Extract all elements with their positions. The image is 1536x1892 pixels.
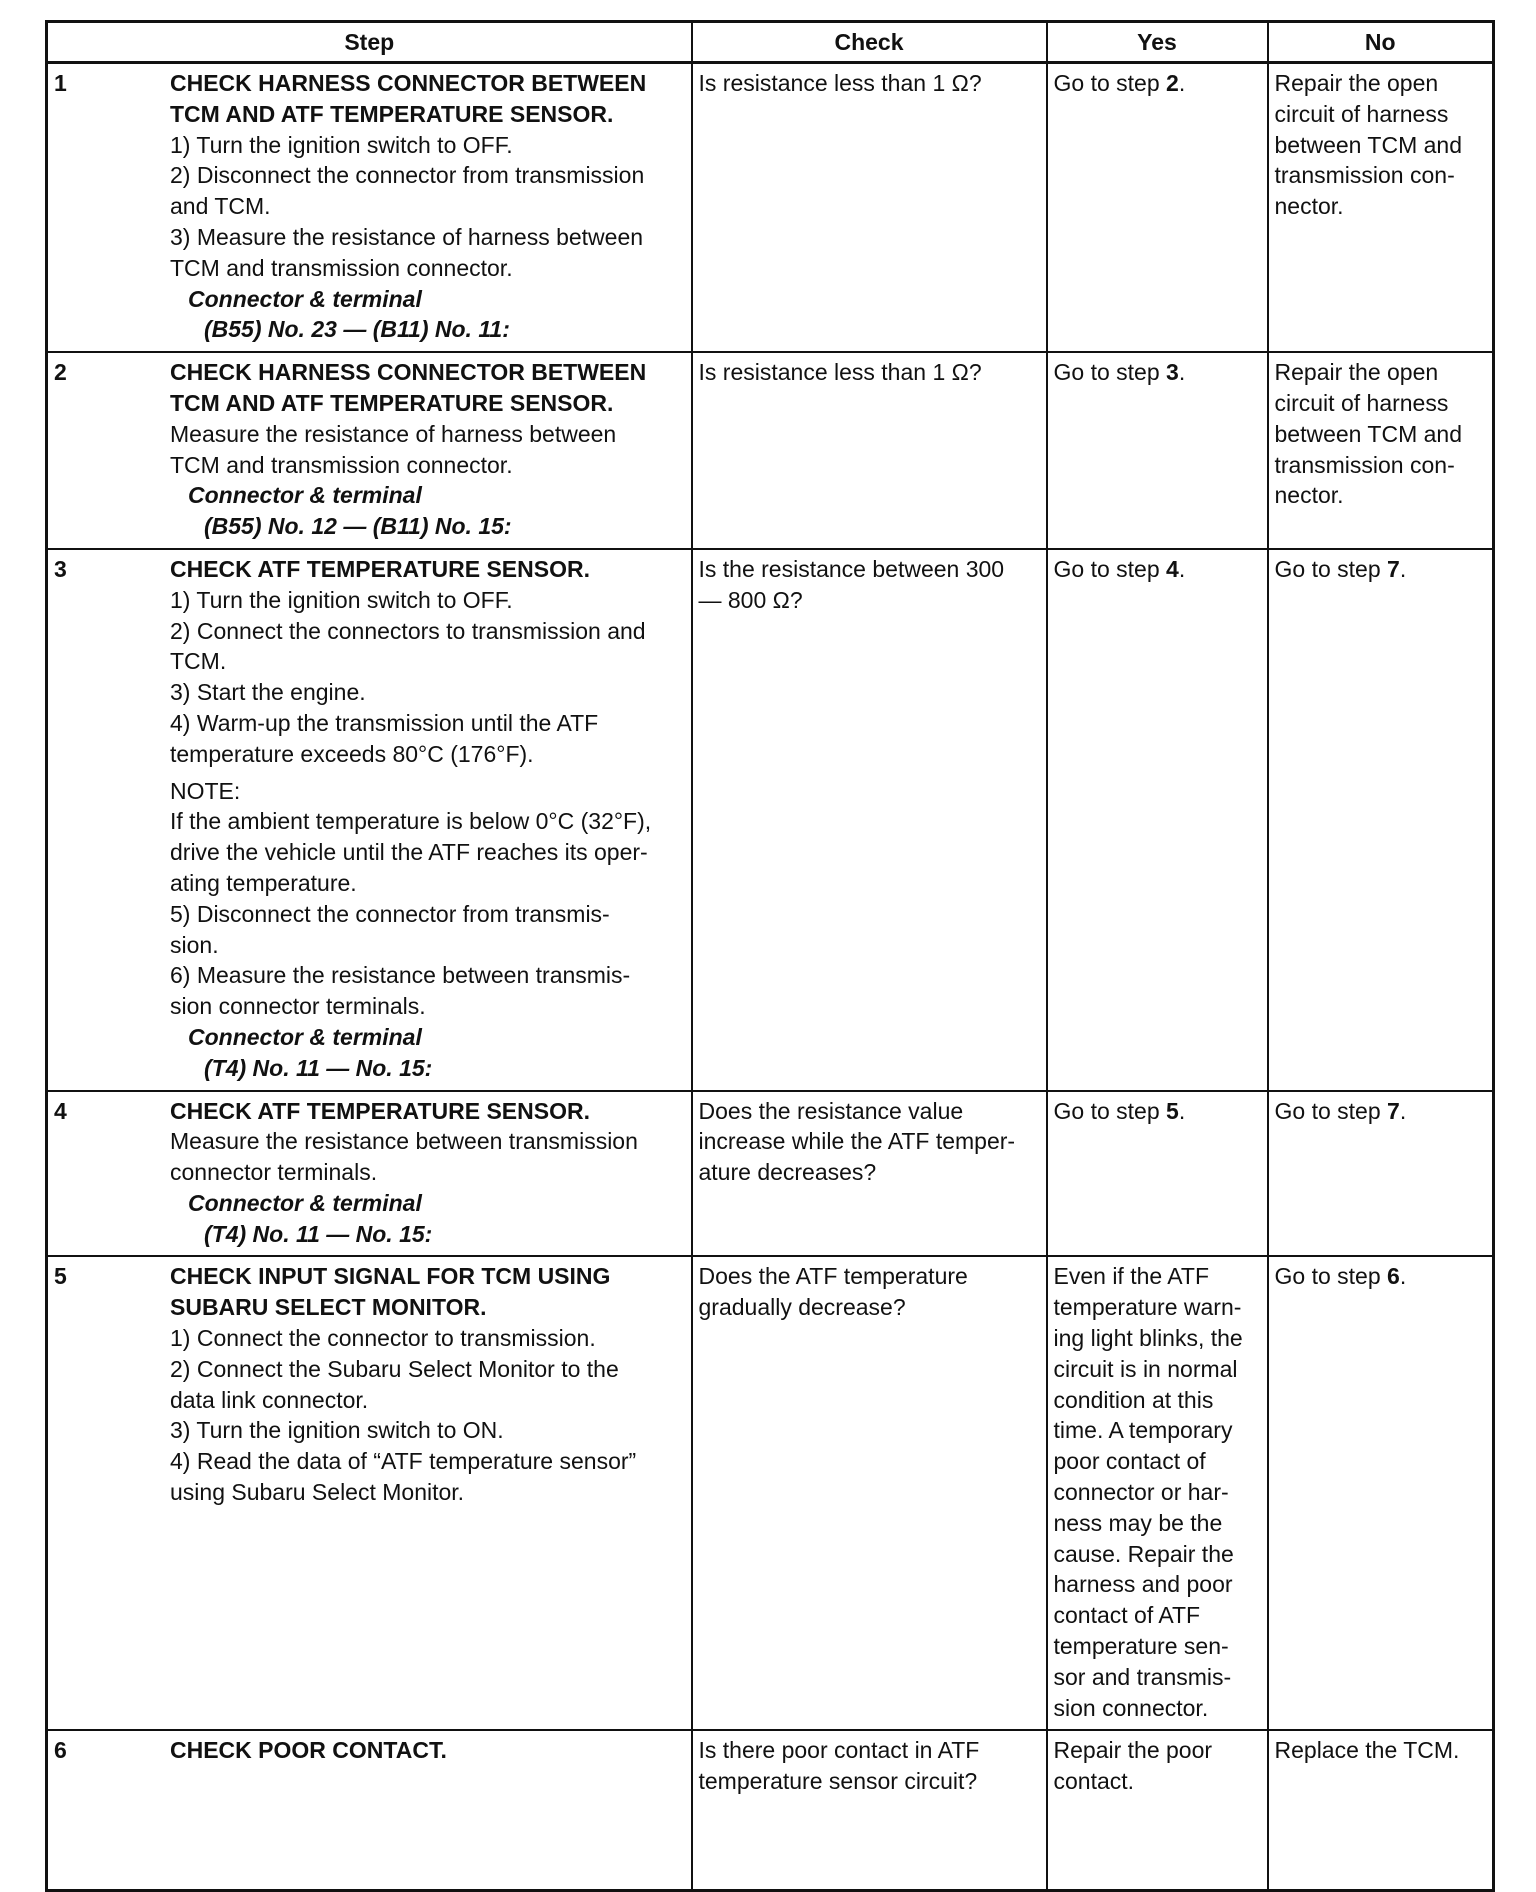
step-instruction: Measure the resistance of harness between TCM and transmission connector.: [170, 420, 617, 478]
step-cell: [47, 352, 692, 549]
table-row: [47, 1091, 1494, 1257]
check-cell: [692, 352, 1047, 549]
yes-prefix: Go to step: [1053, 70, 1167, 96]
step-cell: [47, 63, 692, 353]
header-row: [47, 22, 1494, 63]
yes-suffix: .: [1178, 70, 1186, 96]
check-cell: [692, 549, 1047, 1091]
step-instruction: 2) Disconnect the connector from transmission and TCM.: [170, 162, 645, 220]
step-number: 6: [54, 1737, 67, 1764]
table-row: [47, 1730, 1494, 1890]
check-cell: [692, 1091, 1047, 1257]
check-cell: [692, 63, 1047, 353]
no-cell: [1268, 352, 1494, 549]
check-text: Is the resistance between 300 — 800 Ω?: [698, 555, 1005, 613]
no-suffix: .: [1399, 555, 1407, 582]
yes-step-number: 4: [1166, 555, 1179, 582]
yes-cell: [1047, 1730, 1268, 1890]
step-note: NOTE: If the ambient temperature is below 0°C (32°F), drive the vehicle until the ATF reaches its oper- ating temperature.: [170, 777, 652, 896]
no-cell: [1268, 1730, 1494, 1890]
step-number: 5: [54, 1263, 67, 1290]
step-title: CHECK HARNESS CONNECTOR BETWEEN TCM AND ATF TEMPERATURE SENSOR.: [170, 359, 647, 416]
step-instruction: 5) Disconnect the connector from transmis- sion.: [170, 900, 610, 958]
header-yes: Yes: [1047, 22, 1268, 63]
no-suffix: .: [1399, 1263, 1407, 1290]
step-number: 1: [54, 70, 67, 96]
step-cell: [47, 1256, 692, 1730]
step-number: 3: [54, 555, 67, 582]
step-cell: [47, 549, 692, 1091]
yes-suffix: .: [1178, 359, 1186, 386]
yes-prefix: Go to step: [1053, 1097, 1167, 1124]
step-title: CHECK ATF TEMPERATURE SENSOR.: [170, 555, 590, 582]
yes-cell: [1047, 352, 1268, 549]
no-text: Repair the open circuit of harness between TCM and transmission con- nector.: [1274, 70, 1463, 220]
check-text: Is there poor contact in ATF temperature sensor circuit?: [698, 1737, 980, 1795]
step-cell: [47, 1730, 692, 1890]
step-instruction: 1) Turn the ignition switch to OFF.: [170, 586, 513, 613]
step-instruction: Measure the resistance between transmission connector terminals.: [170, 1128, 638, 1186]
no-cell: [1268, 63, 1494, 353]
no-step-number: 6: [1387, 1263, 1400, 1290]
yes-cell: [1047, 549, 1268, 1091]
no-text: Replace the TCM.: [1274, 1737, 1460, 1764]
step-title: CHECK ATF TEMPERATURE SENSOR.: [170, 1097, 590, 1124]
connector-value: (B55) No. 23 — (B11) No. 11:: [204, 316, 510, 343]
step-instruction: 2) Connect the connectors to transmission and TCM.: [170, 617, 646, 675]
header-step: Step: [47, 22, 692, 63]
step-title: CHECK INPUT SIGNAL FOR TCM USING SUBARU SELECT MONITOR.: [170, 1263, 611, 1321]
yes-text: Even if the ATF temperature warn- ing light blinks, the circuit is in normal condition at this time. A temporary poor contact of connector or har- ness may be the cause. Repair the harness and poor contact of ATF temperature sen- sor and transmis- sion connector.: [1053, 1263, 1243, 1721]
connector-value: (T4) No. 11 — No. 15:: [204, 1054, 433, 1081]
step-instruction: 4) Read the data of “ATF temperature sensor” using Subaru Select Monitor.: [170, 1448, 637, 1506]
step-title: CHECK POOR CONTACT.: [170, 1737, 447, 1764]
table-row: [47, 549, 1494, 1091]
connector-value: (B55) No. 12 — (B11) No. 15:: [204, 513, 512, 540]
step-instruction: 3) Start the engine.: [170, 679, 366, 706]
connector-label: Connector & terminal: [188, 1023, 422, 1050]
step-instruction: 1) Turn the ignition switch to OFF.: [170, 131, 513, 158]
step-instruction: 3) Measure the resistance of harness between TCM and transmission connector.: [170, 223, 644, 281]
yes-prefix: Go to step: [1053, 359, 1167, 386]
check-cell: [692, 1730, 1047, 1890]
header-check: Check: [692, 22, 1047, 63]
yes-suffix: .: [1178, 1097, 1186, 1124]
check-text: Does the ATF temperature gradually decrease?: [698, 1263, 968, 1321]
no-step-number: 7: [1387, 1097, 1400, 1124]
yes-cell: [1047, 1091, 1268, 1257]
yes-step-number: 5: [1166, 1097, 1179, 1124]
step-instruction: 1) Connect the connector to transmission.: [170, 1325, 596, 1352]
step-number: 2: [54, 359, 67, 386]
yes-cell: [1047, 1256, 1268, 1730]
yes-prefix: Go to step: [1053, 555, 1167, 582]
no-cell: [1268, 1091, 1494, 1257]
no-cell: [1268, 549, 1494, 1091]
check-text: Is resistance less than 1 Ω?: [698, 70, 982, 96]
no-prefix: Go to step: [1274, 555, 1388, 582]
check-cell: [692, 1256, 1047, 1730]
table-row: [47, 352, 1494, 549]
table-row: [47, 1256, 1494, 1730]
connector-label: Connector & terminal: [188, 482, 422, 509]
connector-value: (T4) No. 11 — No. 15:: [204, 1220, 433, 1247]
yes-step-number: 3: [1166, 359, 1179, 386]
yes-step-number: 2: [1166, 70, 1179, 96]
yes-suffix: .: [1178, 555, 1186, 582]
step-number: 4: [54, 1097, 67, 1124]
no-prefix: Go to step: [1274, 1097, 1388, 1124]
yes-cell: [1047, 63, 1268, 353]
table-row: [47, 63, 1494, 353]
step-instruction: 4) Warm-up the transmission until the ATF temperature exceeds 80°C (176°F).: [170, 709, 599, 767]
check-text: Does the resistance value increase while the ATF temper- ature decreases?: [698, 1097, 1016, 1186]
step-cell: [47, 1091, 692, 1257]
connector-label: Connector & terminal: [188, 1189, 422, 1216]
no-text: Repair the open circuit of harness between TCM and transmission con- nector.: [1274, 359, 1463, 509]
header-no: No: [1268, 22, 1494, 63]
no-suffix: .: [1399, 1097, 1407, 1124]
step-instruction: 6) Measure the resistance between transmis- sion connector terminals.: [170, 962, 631, 1020]
step-instruction: 3) Turn the ignition switch to ON.: [170, 1417, 504, 1444]
check-text: Is resistance less than 1 Ω?: [698, 359, 982, 386]
connector-label: Connector & terminal: [188, 285, 422, 312]
step-title: CHECK HARNESS CONNECTOR BETWEEN TCM AND ATF TEMPERATURE SENSOR.: [170, 70, 647, 127]
diagnosis-table: [45, 20, 1495, 1892]
no-cell: [1268, 1256, 1494, 1730]
no-prefix: Go to step: [1274, 1263, 1388, 1290]
no-step-number: 7: [1387, 555, 1400, 582]
yes-text: Repair the poor contact.: [1053, 1737, 1213, 1795]
step-instruction: 2) Connect the Subaru Select Monitor to the data link connector.: [170, 1355, 619, 1413]
